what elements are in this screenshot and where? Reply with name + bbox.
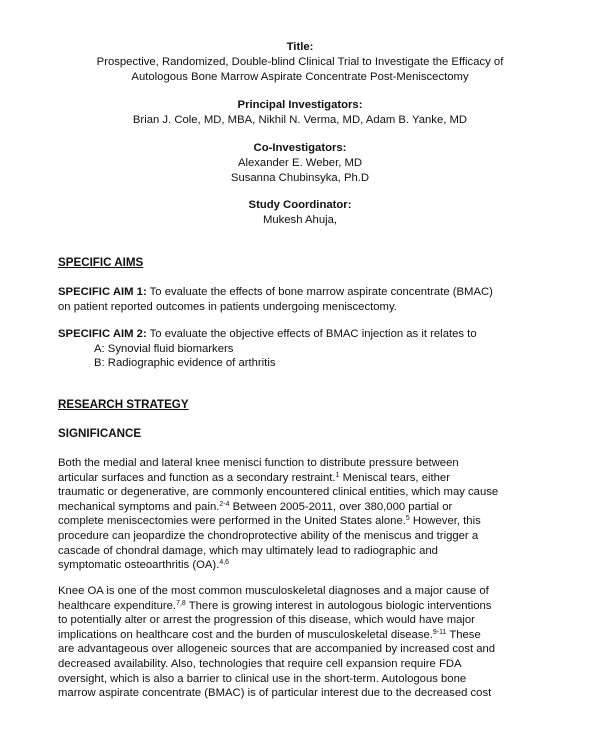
- line-text: traumatic or degenerative, are commonly encountered clinical entities, which may cause: [58, 486, 499, 499]
- aim-2-label: SPECIFIC AIM 2:: [58, 328, 147, 340]
- coordinator-name: Mukesh Ahuja,: [262, 214, 338, 226]
- paragraph-line: [58, 599, 548, 614]
- citation-superscript: 9-11: [432, 628, 447, 636]
- paragraph-line: [58, 514, 548, 529]
- specific-aims-heading: SPECIFIC AIMS: [58, 256, 144, 269]
- line-text: complete meniscectomies were performed in the United States alone.: [58, 515, 406, 528]
- line-text: Knee OA is one of the most common musculoskeletal diagnoses and a major cause of: [58, 585, 489, 597]
- paragraph-line: [58, 628, 548, 643]
- pi-names: Brian J. Cole, MD, MBA, Nikhil N. Verma, MD, Adam B. Yanke, MD: [132, 114, 468, 126]
- significance-heading: SIGNIFICANCE: [58, 427, 142, 440]
- study-coordinator-block: [0, 198, 600, 228]
- line-text: cascade of chondral damage, which may ultimately lead to radiographic and: [58, 544, 438, 557]
- paragraph-line: [58, 584, 548, 599]
- line-text: mechanical symptoms and pain.: [58, 500, 220, 513]
- aim-1-text-2: on patient reported outcomes in patients undergoing meniscectomy.: [58, 300, 397, 313]
- line-text: procedure can jeopardize the chondroprotective ability of the meniscus and trigger a: [58, 529, 479, 542]
- paragraph-line: [58, 471, 548, 486]
- line-text: to potentially alter or arrest the progression of this disease, which would have major: [58, 614, 475, 627]
- line-text: Both the medial and lateral knee menisci function to distribute pressure between: [58, 457, 459, 469]
- paragraph-line: [58, 500, 548, 515]
- paragraph-line: [58, 529, 548, 544]
- significance-paragraph-2: [58, 584, 548, 701]
- citation-superscript: 2-4: [219, 500, 230, 508]
- paragraph-line: [58, 544, 548, 559]
- principal-investigators-block: [0, 98, 600, 128]
- significance-paragraph-1: [58, 456, 548, 573]
- title-line-1: Prospective, Randomized, Double-blind Clinical Trial to Investigate the Efficacy of: [96, 56, 504, 68]
- coordinator-label: Study Coordinator:: [248, 199, 352, 211]
- aim-1-text: To evaluate the effects of bone marrow aspirate concentrate (BMAC): [146, 286, 493, 298]
- line-text: articular surfaces and function as a secondary restraint.: [58, 471, 336, 484]
- line-text-continued: Between 2005-2011, over 380,000 partial or: [229, 500, 453, 513]
- paragraph-line: [58, 558, 548, 573]
- coi-name-1: Alexander E. Weber, MD: [237, 157, 363, 169]
- co-investigators-block: [0, 141, 600, 186]
- citation-superscript: 4,6: [219, 559, 230, 567]
- aim-2-text: To evaluate the objective effects of BMAC injection as it relates to: [146, 328, 477, 340]
- line-text-continued: There is growing interest in autologous biologic interventions: [185, 599, 492, 612]
- line-text: are advantageous over allogeneic sources that are accompanied by increased cost and: [58, 643, 496, 656]
- line-text: oversight, which is also a barrier to clinical use in the short-term. Autologous bone: [58, 672, 467, 685]
- line-text: implications on healthcare cost and the burden of musculoskeletal disease.: [58, 628, 433, 641]
- specific-aim-2: [58, 327, 548, 371]
- coi-label: Co-Investigators:: [253, 142, 347, 154]
- line-text: marrow aspirate concentrate (BMAC) is of particular interest due to the decreased cost: [58, 687, 492, 700]
- line-text: decreased availability. Also, technologies that require cell expansion require FDA: [58, 657, 462, 670]
- pi-label: Principal Investigators:: [237, 99, 363, 111]
- research-strategy-heading: RESEARCH STRATEGY: [58, 398, 189, 411]
- citation-superscript: 1: [335, 471, 340, 479]
- paragraph-line: [58, 613, 548, 628]
- line-text: healthcare expenditure.: [58, 599, 177, 612]
- line-text-continued: These: [446, 628, 481, 641]
- paragraph-line: [58, 686, 548, 701]
- line-text: symptomatic osteoarthritis (OA).: [58, 559, 220, 572]
- paragraph-line: [58, 657, 548, 672]
- paragraph-line: [58, 485, 548, 500]
- aim-1-label: SPECIFIC AIM 1:: [58, 286, 147, 298]
- title-label: Title:: [286, 41, 314, 53]
- citation-superscript: 5: [405, 515, 410, 523]
- aim-2-item-a: A: Synovial fluid biomarkers: [94, 342, 234, 355]
- paragraph-line: [58, 456, 548, 471]
- paragraph-line: [58, 672, 548, 687]
- citation-superscript: 7,8: [176, 599, 186, 607]
- coi-name-2: Susanna Chubinsyka, Ph.D: [230, 172, 370, 184]
- specific-aim-1: [58, 285, 548, 314]
- line-text-continued: However, this: [409, 515, 481, 528]
- aim-2-item-b: B: Radiographic evidence of arthritis: [94, 357, 276, 370]
- title-line-2: Autologous Bone Marrow Aspirate Concentrate Post-Meniscectomy: [131, 71, 469, 83]
- paragraph-line: [58, 642, 548, 657]
- line-text-continued: Meniscal tears, either: [339, 471, 450, 484]
- title-block: [0, 40, 600, 85]
